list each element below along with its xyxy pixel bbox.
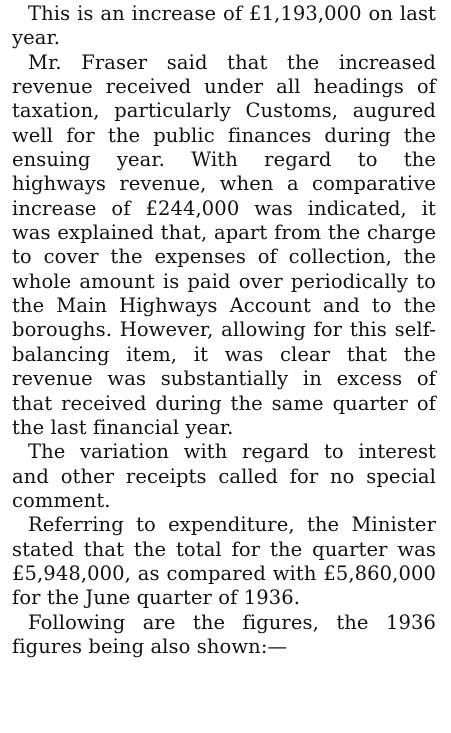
paragraph-figures: Following are the figures, the 1936 figures being also shown:—: [12, 610, 436, 658]
paragraph-interest: The variation with regard to interest and other receipts called for no special comment.: [12, 440, 436, 512]
paragraph-revenue: Mr. Fraser said that the increased revenue received under all headings of taxation, particularly Customs, augured well for the public finances during the ensuing year. With regard to the highways revenue, when a comparative increase of £244,000 was indicated, it was explained that, apart from the charge to cover the expenses of collection, the whole amount is paid over periodically to the Main Highways Account and to the boroughs. However, allowing for this self-balancing item, it was clear that the revenue was substantially in excess of that received during the same quarter of the last financial year.: [12, 50, 436, 439]
article-column: [12, 2, 436, 659]
paragraph-increase: This is an increase of £1,193,000 on last year.: [12, 2, 436, 50]
paragraph-expenditure: Referring to expenditure, the Minister stated that the total for the quarter was £5,948,000, as compared with £5,860,000 for the June quarter of 1936.: [12, 513, 436, 610]
